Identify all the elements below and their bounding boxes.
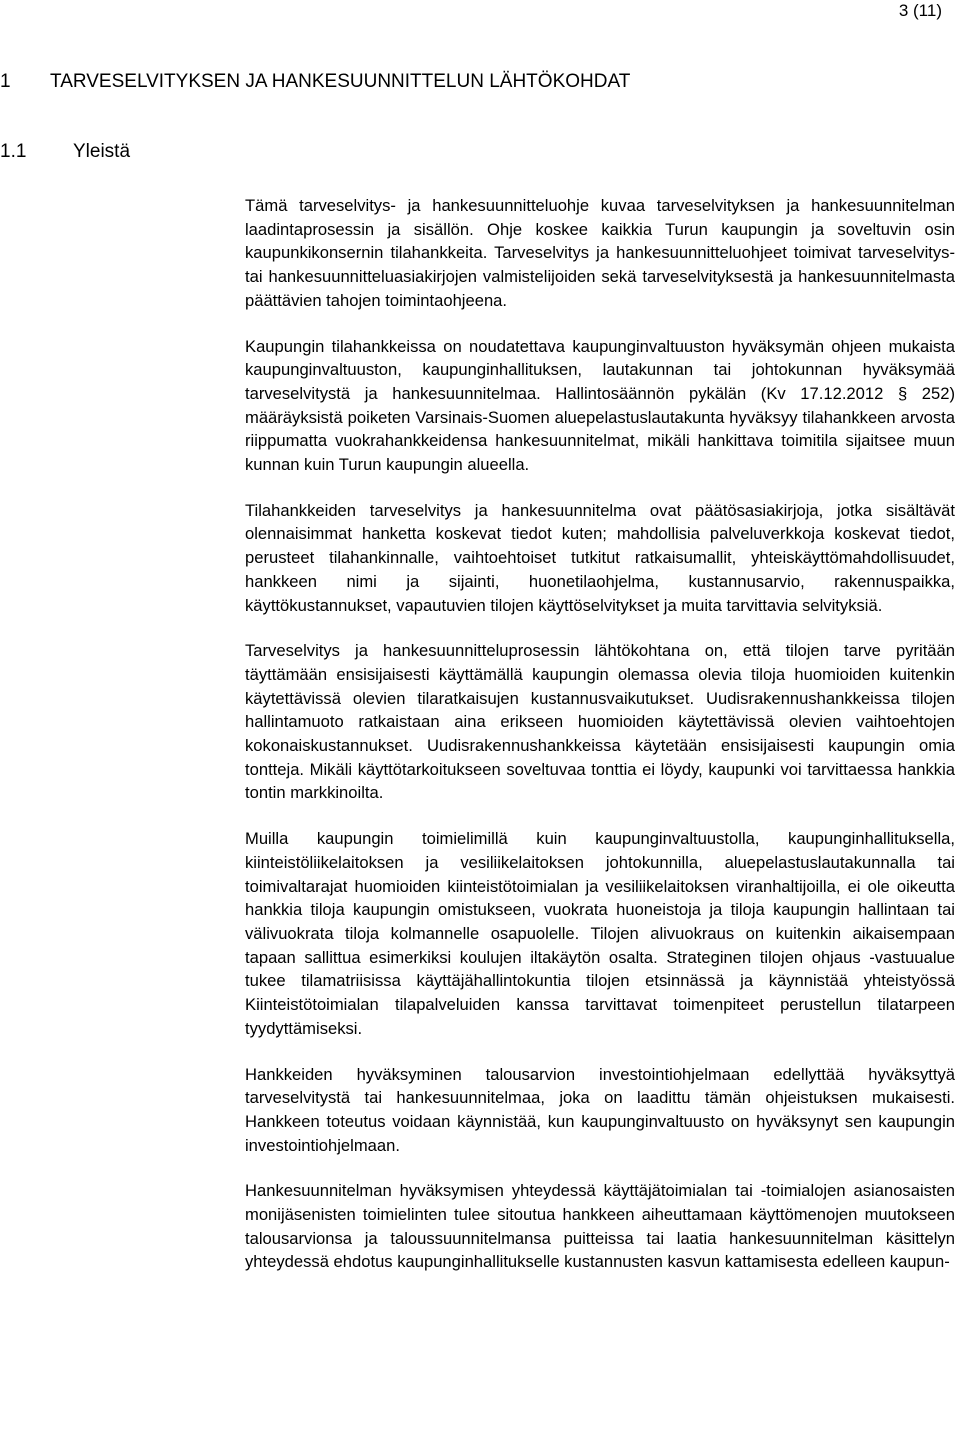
heading-2-title: Yleistä: [73, 141, 131, 162]
paragraph-4: Tarveselvitys ja hankesuunnitteluprosessin lähtökohtana on, että tilojen tarve pyritään täyttämään ensisijaisesti käyttämällä kaupungin olemassa olevia tiloja huomioiden kuitenkin käytettävissä olevien tilaratkaisujen kustannusvaikutukset. Uudisrakennushankkeissa tilojen hallintamuoto ratkaistaan aina erikseen huomioiden käytettävissä olevien vaihtoehtojen kokonaiskustannukset. Uudisrakennushankkeissa käytetään ensisijaisesti kaupungin omia tontteja. Mikäli käyttötarkoitukseen soveltuvaa tonttia ei löydy, kaupunki voi tarvittaessa hankkia tontin markkinoilta.: [245, 641, 955, 803]
heading-1-number: 1: [0, 71, 11, 92]
paragraph-1: Tämä tarveselvitys- ja hankesuunnitteluohje kuvaa tarveselvityksen ja hankesuunnitelman laadintaprosessin ja sisällön. Ohje koskee kaikkia Turun kaupungin ja soveltuvin osin kaupunkikonsernin tilahankkeita. Tarveselvitys ja hankesuunnitteluohjeet toimivat tarveselvitys- tai hankesuunnitteluasiakirjojen valmistelijoiden sekä tarveselvityksestä ja hankesuunnitelmasta päättävien tahojen toimintaohjeena.: [245, 196, 955, 310]
paragraph-5: Muilla kaupungin toimielimillä kuin kaupunginvaltuustolla, kaupunginhallituksella, kiinteistöliikelaitoksen ja vesiliikelaitoksen johtokunnilla, aluepelastuslautakunnalla tai toimivaltarajat huomioiden kiinteistötoimialan ja vesiliikelaitoksen viranhaltijoilla, ei ole oikeutta hankkia tiloja kaupungin omistukseen, vuokrata huoneistoja ja tiloja kaupungin hallintaan tai välivuokrata tiloja kolmannelle osapuolelle. Tilojen alivuokraus on kuitenkin aikaisempaan tapaan sallittua esimerkiksi koulujen iltakäytön osalta. Strateginen tilojen ohjaus -vastuualue tukee tilamatriisissa käyttäjähallintokuntia tilojen etsinnässä ja käynnistää yhteistyössä Kiinteistötoimialan tilapalveluiden kanssa tarvittavat toimenpiteet perustellun tilatarpeen tyydyttämiseksi.: [245, 829, 955, 1038]
paragraph-2: Kaupungin tilahankkeissa on noudatettava kaupunginvaltuuston hyväksymän ohjeen mukaista kaupunginvaltuuston, kaupunginhallituksen, lautakunnan tai johtokunnan hyväksymää tarveselvitystä ja hankesuunnitelmaa. Hallintosäännön pykälän (Kv 17.12.2012 § 252) määräyksistä poiketen Varsinais-Suomen aluepelastuslautakunta hyväksyy tilahankkeen arvosta riippumatta vuokrahankkeidensa hankesuunnitelmat, mikäli hankittava toimitila sijaitsee muun kunnan kuin Turun kaupungin alueella.: [245, 336, 955, 475]
paragraph-3: Tilahankkeiden tarveselvitys ja hankesuunnitelma ovat päätösasiakirjoja, jotka sisältävät olennaisimmat hanketta koskevat tiedot kuten; mahdollisia palveluverkkoja koskevat tiedot, perusteet tilahankinnalle, vaihtoehtoiset tutkitut ratkaisumallit, yhteiskäyttömahdollisuudet, hankkeen nimi ja sijainti, huonetilaohjelma, kustannusarvio, rakennuspaikka, käyttökustannukset, vapautuvien tilojen käyttöselvitykset ja muita tarvittavia selvityksiä.: [245, 500, 955, 615]
body-text: [245, 194, 955, 1296]
paragraph-7: Hankesuunnitelman hyväksymisen yhteydessä käyttäjätoimialan tai -toimialojen asianosaisten monijäsenisten toimielinten tulee sitoutua hankkeen aiheuttamaan käyttömenojen muutokseen talousarvionsa ja taloussuunnitelmansa puitteissa tai laatia hankesuunnitelman käsittelyn yhteydessä ehdotus kaupunginhallitukselle kustannusten kasvun kattamisesta edelleen kaupun-: [245, 1181, 955, 1272]
heading-1-title: TARVESELVITYKSEN JA HANKESUUNNITTELUN LÄHTÖKOHDAT: [50, 71, 631, 92]
paragraph-6: Hankkeiden hyväksyminen talousarvion investointiohjelmaan edellyttää hyväksyttyä tarveselvitystä tai hankesuunnitelmaa, joka on laadittu tämän ohjeistuksen mukaisesti. Hankkeen toteutus voidaan käynnistää, kun kaupunginvaltuusto on hyväksynyt sen kaupungin investointiohjelmaan.: [245, 1064, 955, 1155]
heading-2: [0, 140, 130, 164]
heading-2-number: 1.1: [0, 141, 27, 162]
heading-1: [0, 70, 630, 94]
page-number: 3 (11): [898, 1, 942, 20]
